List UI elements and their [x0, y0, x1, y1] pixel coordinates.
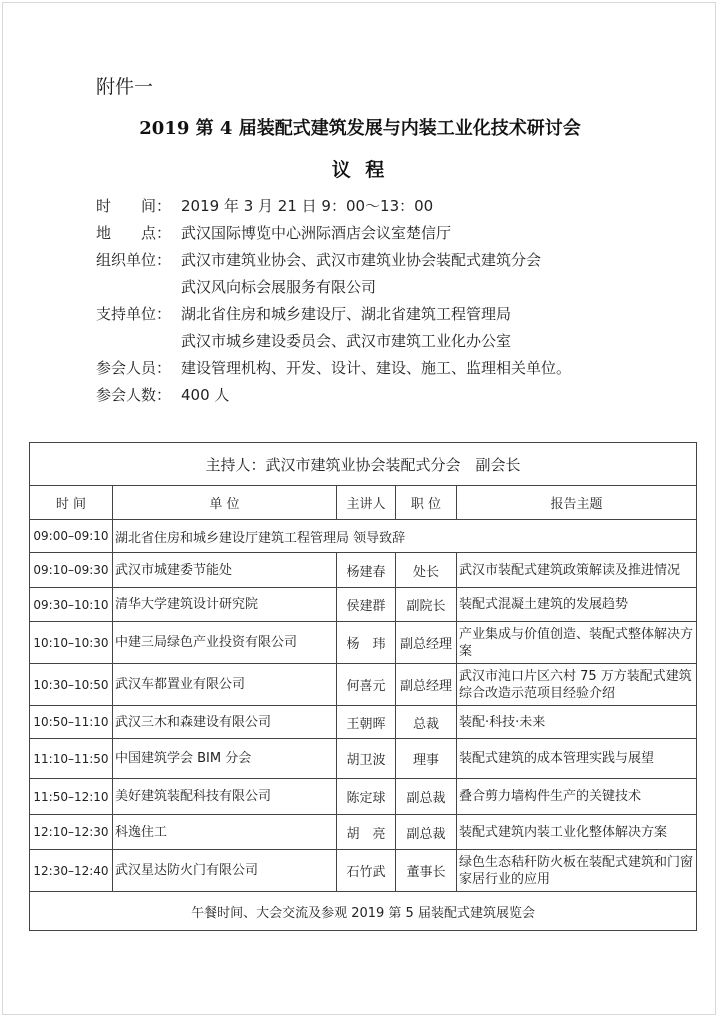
info-row — [96, 220, 696, 247]
unit-cell: 清华大学建筑设计研究院 — [113, 588, 337, 622]
unit-cell: 科逸住工 — [113, 815, 337, 850]
topic-cell: 叠合剪力墙构件生产的关键技术 — [457, 779, 697, 815]
position-cell: 副总裁 — [396, 779, 457, 815]
unit-cell: 武汉市城建委节能处 — [113, 553, 337, 588]
info-value: 武汉风向标会展服务有限公司 — [181, 278, 377, 296]
position-cell: 副总裁 — [396, 815, 457, 850]
position-cell: 副院长 — [396, 588, 457, 622]
speaker-cell: 杨建春 — [337, 553, 396, 588]
table-row — [30, 588, 697, 622]
unit-cell: 武汉车都置业有限公司 — [113, 664, 337, 706]
table-row — [30, 706, 697, 739]
header-position: 职 位 — [396, 486, 457, 520]
agenda-table — [29, 442, 697, 931]
table-row — [30, 850, 697, 892]
table-header-row — [30, 486, 697, 520]
time-cell: 11:50–12:10 — [30, 779, 113, 815]
unit-cell: 美好建筑装配科技有限公司 — [113, 779, 337, 815]
topic-cell: 武汉市装配式建筑政策解读及推进情况 — [457, 553, 697, 588]
unit-cell: 武汉三木和森建设有限公司 — [113, 706, 337, 739]
attachment-label: 附件一 — [96, 76, 154, 98]
header-speaker: 主讲人 — [337, 486, 396, 520]
info-row — [96, 247, 696, 274]
table-row — [30, 664, 697, 706]
time-cell: 09:30–10:10 — [30, 588, 113, 622]
info-label: 参会人员： — [96, 359, 172, 377]
position-cell: 董事长 — [396, 850, 457, 892]
table-row — [30, 739, 697, 779]
info-label: 支持单位： — [96, 305, 172, 323]
time-cell: 12:10–12:30 — [30, 815, 113, 850]
time-cell: 10:30–10:50 — [30, 664, 113, 706]
unit-cell: 武汉星达防火门有限公司 — [113, 850, 337, 892]
info-row — [96, 382, 696, 409]
info-value: 武汉市建筑业协会、武汉市建筑业协会装配式建筑分会 — [181, 251, 542, 269]
speaker-cell: 何喜元 — [337, 664, 396, 706]
time-cell: 12:30–12:40 — [30, 850, 113, 892]
time-cell: 10:50–11:10 — [30, 706, 113, 739]
position-cell: 副总经理 — [396, 622, 457, 664]
speaker-cell: 胡 亮 — [337, 815, 396, 850]
info-row — [96, 274, 696, 301]
document-title: 2019 第 4 届装配式建筑发展与内装工业化技术研讨会 — [139, 118, 581, 139]
info-value: 武汉市城乡建设委员会、武汉市建筑工业化办公室 — [181, 332, 512, 350]
time-cell: 11:10–11:50 — [30, 739, 113, 779]
table-row — [30, 520, 697, 553]
info-row — [96, 301, 696, 328]
topic-cell: 武汉市沌口片区六村 75 万方装配式建筑综合改造示范项目经验介绍 — [457, 664, 697, 706]
table-row — [30, 815, 697, 850]
host-cell: 主持人：武汉市建筑业协会装配式分会 副会长 — [30, 443, 697, 486]
info-value: 建设管理机构、开发、设计、建设、施工、监理相关单位。 — [181, 359, 572, 377]
footer-cell: 午餐时间、大会交流及参观 2019 第 5 届装配式建筑展览会 — [30, 892, 697, 931]
info-label: 组织单位： — [96, 251, 172, 269]
position-cell: 理事 — [396, 739, 457, 779]
time-cell: 10:10–10:30 — [30, 622, 113, 664]
info-label: 时 间： — [96, 197, 172, 215]
unit-cell: 中建三局绿色产业投资有限公司 — [113, 622, 337, 664]
info-label — [96, 274, 181, 301]
header-time: 时 间 — [30, 486, 113, 520]
info-value: 湖北省住房和城乡建设厅、湖北省建筑工程管理局 — [181, 305, 512, 323]
table-row — [30, 622, 697, 664]
position-cell: 处长 — [396, 553, 457, 588]
footer-row — [30, 892, 697, 931]
info-value: 2019 年 3 月 21 日 9：00～13：00 — [181, 197, 434, 215]
header-topic: 报告主题 — [457, 486, 697, 520]
table-row — [30, 553, 697, 588]
topic-cell: 装配式建筑内装工业化整体解决方案 — [457, 815, 697, 850]
speaker-cell: 胡卫波 — [337, 739, 396, 779]
info-label: 参会人数： — [96, 386, 172, 404]
info-row — [96, 328, 696, 355]
info-row — [96, 193, 696, 220]
unit-cell: 湖北省住房和城乡建设厅建筑工程管理局 领导致辞 — [113, 520, 697, 553]
speaker-cell: 石竹武 — [337, 850, 396, 892]
time-cell: 09:00–09:10 — [30, 520, 113, 553]
info-value: 武汉国际博览中心洲际酒店会议室楚信厅 — [181, 224, 452, 242]
table-row — [30, 779, 697, 815]
unit-cell: 中国建筑学会 BIM 分会 — [113, 739, 337, 779]
header-unit: 单 位 — [113, 486, 337, 520]
info-label: 地 点： — [96, 224, 172, 242]
topic-cell: 装配式混凝土建筑的发展趋势 — [457, 588, 697, 622]
position-cell: 副总经理 — [396, 664, 457, 706]
time-cell: 09:10–09:30 — [30, 553, 113, 588]
info-label — [96, 328, 181, 355]
position-cell: 总裁 — [396, 706, 457, 739]
topic-cell: 绿色生态秸秆防火板在装配式建筑和门窗家居行业的应用 — [457, 850, 697, 892]
info-row — [96, 355, 696, 382]
document-subtitle: 议 程 — [331, 159, 389, 181]
speaker-cell: 陈定球 — [337, 779, 396, 815]
meeting-info — [96, 193, 696, 409]
topic-cell: 装配·科技·未来 — [457, 706, 697, 739]
topic-cell: 装配式建筑的成本管理实践与展望 — [457, 739, 697, 779]
info-value: 400 人 — [181, 386, 230, 404]
speaker-cell: 杨 玮 — [337, 622, 396, 664]
topic-cell: 产业集成与价值创造、装配式整体解决方案 — [457, 622, 697, 664]
speaker-cell: 王朝晖 — [337, 706, 396, 739]
speaker-cell: 侯建群 — [337, 588, 396, 622]
